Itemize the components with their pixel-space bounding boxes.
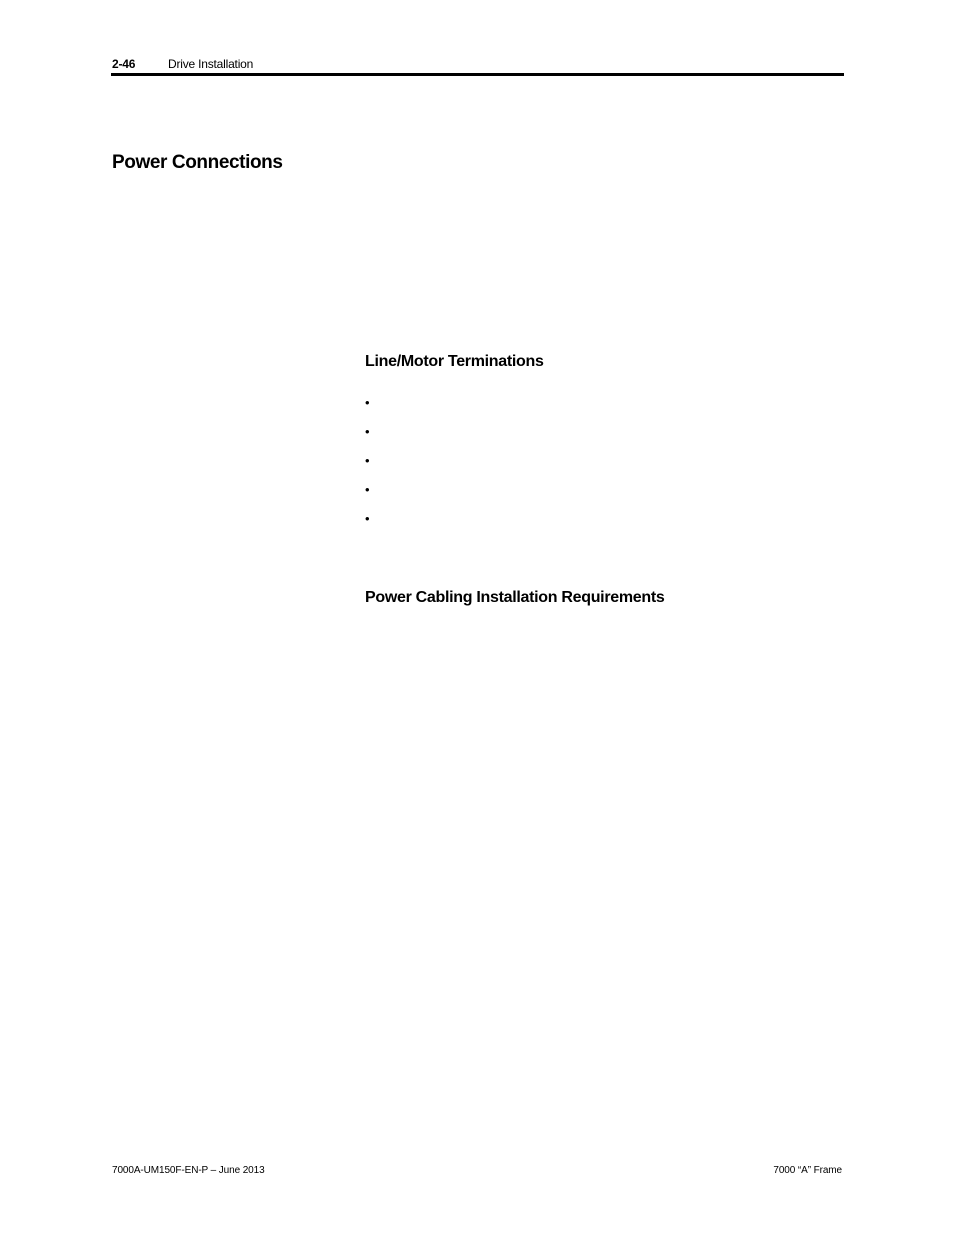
- list-item: •: [365, 395, 370, 410]
- header-rule: [111, 73, 844, 76]
- page-header: [111, 56, 844, 76]
- list-item: •: [365, 482, 370, 497]
- footer-product-name: 7000 “A” Frame: [773, 1165, 842, 1176]
- list-item: •: [365, 453, 370, 468]
- list-item: •: [365, 511, 370, 526]
- section-heading-power-connections: Power Connections: [112, 152, 283, 173]
- subheading-line-motor-terminations: Line/Motor Terminations: [365, 353, 544, 370]
- header-section-title: Drive Installation: [168, 57, 254, 71]
- line-motor-bullet-list: [365, 394, 370, 539]
- list-item: •: [365, 424, 370, 439]
- footer-publication-id: 7000A-UM150F-EN-P – June 2013: [112, 1165, 265, 1176]
- subheading-power-cabling-requirements: Power Cabling Installation Requirements: [365, 589, 665, 606]
- page-number: 2-46: [112, 57, 136, 71]
